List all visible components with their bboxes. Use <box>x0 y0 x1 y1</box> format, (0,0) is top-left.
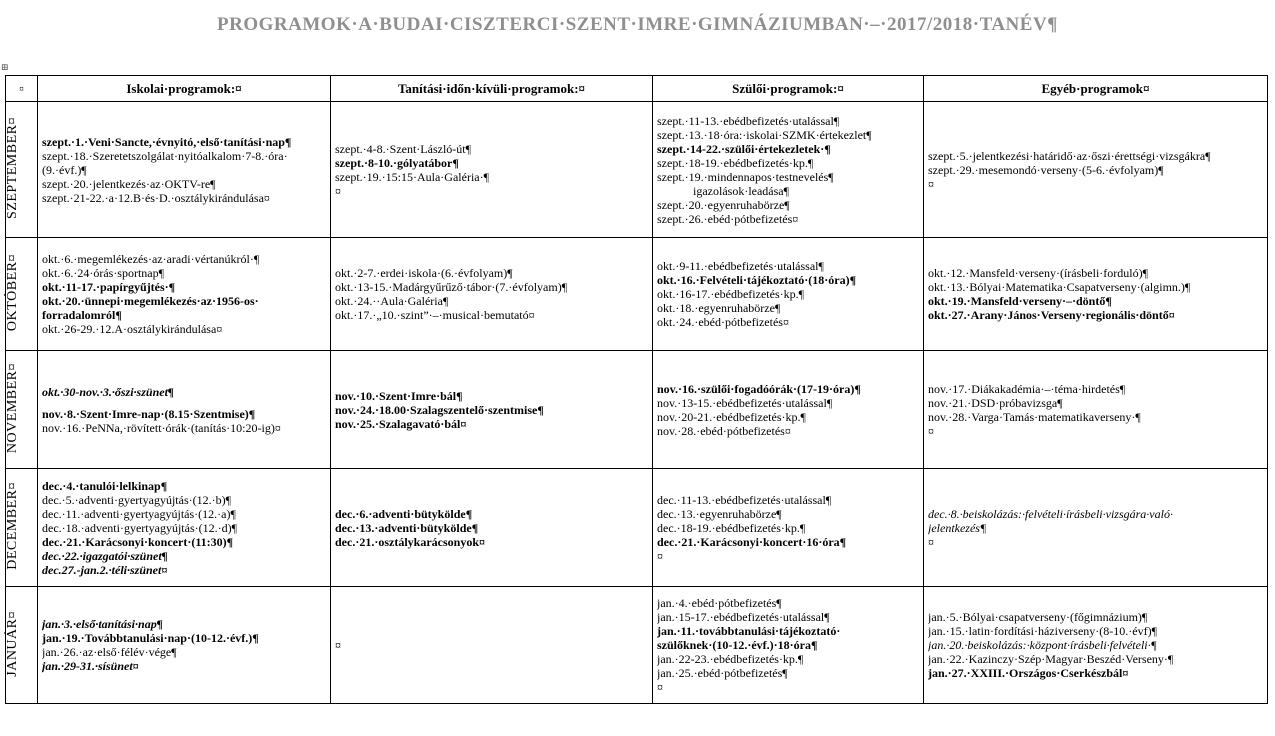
program-entry: dec.·5.·adventi·gyertyagyújtás·(12.·b)¶ <box>42 492 232 507</box>
program-entry: forradalomról¶ <box>42 308 122 322</box>
program-entry: okt.·6.·24·órás·sportnap¶ <box>42 266 165 280</box>
program-entry: okt.·26-29.·12.A·osztálykirándulása¤ <box>42 322 223 336</box>
program-table <box>5 75 1268 704</box>
program-entry: szept.·4-8.·Szent·László-út¶ <box>335 141 472 156</box>
program-entry: dec.·18-19.·ebédbefizetés·kp.¶ <box>657 520 806 535</box>
program-entry: dec.·18.·adventi·gyertyagyújtás·(12.·d)¶ <box>42 520 238 535</box>
program-entry: jan.·26.·az·első·félév·vége¶ <box>42 645 177 659</box>
program-entry: nov.·10.·Szent·Imre·bál¶ <box>335 388 463 403</box>
program-entry: szept.·21-22.·a·12.B·és·D.·osztálykirándulása¤ <box>42 190 270 205</box>
program-entry: szept.·8-10.·gólyatábor¶ <box>335 155 459 170</box>
month-cell <box>6 238 38 351</box>
program-entry: ¤ <box>657 548 663 563</box>
program-entry: szept.·11-13.·ebédbefizetés·utalással¶ <box>657 113 840 128</box>
header-extracurricular-programs: Tanítási·időn·kívüli·programok:¤ <box>331 76 653 102</box>
parent-programs-cell <box>653 102 924 238</box>
program-entry: nov.·16.·PeNNa,·rövített·órák·(tanítás·10:20-ig)¤ <box>42 420 281 435</box>
program-entry: dec.·8.·beiskolázás:·felvételi·írásbeli·vizsgára·való· <box>928 506 1173 521</box>
program-entry: ¤ <box>657 680 663 694</box>
program-entry: szülőknek·(10-12.·évf.)·18·óra¶ <box>657 638 818 652</box>
program-entry: szept.·18.·Szeretetszolgálat·nyitóalkalom·7-8.·óra· <box>42 148 288 163</box>
extracurricular-programs-cell <box>331 238 653 351</box>
month-row <box>6 351 1268 469</box>
program-entry: jan.·27.·XXIII.·Országos·Cserkészbál¤ <box>928 666 1129 680</box>
program-entry: nov.·13-15.·ebédbefizetés·utalással¶ <box>657 395 833 410</box>
program-entry: nov.·24.·18.00·Szalagszentelő·szentmise¶ <box>335 402 544 417</box>
extracurricular-programs-cell <box>331 587 653 704</box>
program-entry: jan.·25.·ebéd·pótbefizetés¶ <box>657 666 788 680</box>
school-programs-cell <box>38 351 331 469</box>
school-programs-cell <box>38 102 331 238</box>
parent-programs-cell <box>653 238 924 351</box>
other-programs-cell <box>924 351 1268 469</box>
program-entry: jan.·29-31.·sísünet¤ <box>42 659 139 673</box>
header-parent-programs: Szülői·programok:¤ <box>653 76 924 102</box>
month-cell <box>6 587 38 704</box>
program-entry: ¤ <box>928 176 934 191</box>
month-label: NOVEMBER¤ <box>5 362 20 454</box>
program-entry: igazolások·leadása¶ <box>693 183 790 198</box>
other-programs-cell <box>924 238 1268 351</box>
program-entry: okt.·20.·ünnepi·megemlékezés·az·1956-os· <box>42 294 259 308</box>
program-entry: dec.·13.·egyenruhabörze¶ <box>657 506 782 521</box>
program-entry: nov.·28.·ebéd·pótbefizetés¤ <box>657 423 791 438</box>
program-entry: jan.·22-23.·ebédbefizetés·kp.¶ <box>657 652 804 666</box>
program-entry: nov.·17.·Diákakadémia·–·téma·hirdetés¶ <box>928 381 1126 396</box>
program-entry: szept.·18-19.·ebédbefizetés·kp.¶ <box>657 155 814 170</box>
program-entry: nov.·8.·Szent·Imre-nap·(8.15·Szentmise)¶ <box>42 406 256 421</box>
month-row <box>6 587 1268 704</box>
extracurricular-programs-cell <box>331 102 653 238</box>
month-cell <box>6 469 38 587</box>
program-entry: dec.·21.·Karácsonyi·koncert·(11:30)¶ <box>42 534 234 549</box>
month-cell <box>6 102 38 238</box>
program-entry: nov.·21.·DSD·próbavizsga¶ <box>928 395 1063 410</box>
school-programs-cell <box>38 469 331 587</box>
program-entry: nov.·25.·Szalagavató·bál¤ <box>335 416 467 431</box>
program-entry: okt.·13-15.·Madárgyűrűző·tábor·(7.·évfolyam)¶ <box>335 280 568 294</box>
program-entry: jan.·4.·ebéd·pótbefizetés¶ <box>657 596 782 610</box>
program-entry: dec.·13.·adventi·bütykölde¶ <box>335 520 479 535</box>
program-entry: szept.·13.·18·óra:·iskolai·SZMK·értekezlet¶ <box>657 127 872 142</box>
program-entry: nov.·28.·Varga·Tamás·matematikaverseny·¶ <box>928 409 1141 424</box>
program-entry: jan.·15.·latin·fordítási·háziverseny·(8-10.·évf)¶ <box>928 624 1158 638</box>
program-entry: szept.·5.·jelentkezési·határidő·az·őszi·érettségi·vizsgákra¶ <box>928 148 1211 163</box>
program-entry: okt.·19.·Mansfeld·verseny·–·döntő¶ <box>928 294 1112 308</box>
other-programs-cell <box>924 102 1268 238</box>
program-entry: dec.·21.·Karácsonyi·koncert·16·óra¶ <box>657 534 847 549</box>
program-entry: okt.·16-17.·ebédbefizetés·kp.¶ <box>657 287 805 301</box>
program-entry: szept.·29.·mesemondó·verseny·(5-6.·évfolyam)¶ <box>928 162 1164 177</box>
month-row <box>6 238 1268 351</box>
header-school-programs: Iskolai·programok:¤ <box>38 76 331 102</box>
parent-programs-cell <box>653 351 924 469</box>
document-title: PROGRAMOK·A·BUDAI·CISZTERCI·SZENT·IMRE·GIMNÁZIUMBAN·–·2017/2018·TANÉV¶ <box>217 14 1058 35</box>
program-entry: dec.·21.·osztálykarácsonyok¤ <box>335 534 485 549</box>
school-programs-cell <box>38 238 331 351</box>
program-entry: szept.·20.·egyenruhabörze¶ <box>657 197 790 212</box>
program-entry: dec.27.-jan.2.·téli·szünet¤ <box>42 562 168 577</box>
program-entry: nov.·16.·szülői·fogadóórák·(17-19·óra)¶ <box>657 381 861 396</box>
program-entry: okt.·13.·Bólyai·Matematika·Csapatverseny·(algimn.)¶ <box>928 280 1191 294</box>
month-row <box>6 102 1268 238</box>
month-label: JANUÁR¤ <box>5 610 20 677</box>
program-entry: okt.·16.·Felvételi·tájékoztató·(18·óra)¶ <box>657 273 857 287</box>
extracurricular-programs-cell <box>331 469 653 587</box>
program-entry: jan.·22.·Kazinczy·Szép·Magyar·Beszéd·Verseny·¶ <box>928 652 1174 666</box>
program-entry: ¤ <box>335 183 341 198</box>
month-row <box>6 469 1268 587</box>
program-entry: szept.·1.·Veni·Sancte,·évnyitó,·első·tanítási·nap¶ <box>42 134 292 149</box>
program-entry: dec.·11.·adventi·gyertyagyújtás·(12.·a)¶ <box>42 506 236 521</box>
program-entry: okt.·12.·Mansfeld·verseny·(írásbeli·forduló)¶ <box>928 266 1149 280</box>
program-entry: dec.·11-13.·ebédbefizetés·utalással¶ <box>657 492 832 507</box>
program-entry: dec.·6.·adventi·bütykölde¶ <box>335 506 473 521</box>
program-entry: okt.·24.·ebéd·pótbefizetés¤ <box>657 315 789 329</box>
program-entry: jan.·3.·első·tanítási·nap¶ <box>42 617 163 631</box>
header-corner: ¤ <box>6 76 38 102</box>
program-entry: okt.·30-nov.·3.·őszi·szünet¶ <box>42 384 174 399</box>
program-entry: jan.·5.·Bólyai·csapatverseny·(főgimnázium)¶ <box>928 610 1148 624</box>
program-entry: szept.·19.·15:15·Aula·Galéria·¶ <box>335 169 490 184</box>
program-entry: okt.·17.·„10.·szint”·–·musical·bemutató¤ <box>335 308 535 322</box>
header-other-programs: Egyéb·programok¤ <box>924 76 1268 102</box>
parent-programs-cell <box>653 469 924 587</box>
program-entry: okt.·24.··Aula·Galéria¶ <box>335 294 449 308</box>
program-entry: ¤ <box>335 638 341 652</box>
program-entry: jelentkezés¶ <box>928 520 987 535</box>
program-entry: szept.·20.·jelentkezés·az·OKTV-re¶ <box>42 176 216 191</box>
program-entry: dec.·22.·igazgatói·szünet¶ <box>42 548 168 563</box>
program-entry: nov.·20-21.·ebédbefizetés·kp.¶ <box>657 409 806 424</box>
program-entry: jan.·11.·továbbtanulási·tájékoztató· <box>657 624 841 638</box>
other-programs-cell <box>924 587 1268 704</box>
program-entry: szept.·14-22.·szülői·értekezletek·¶ <box>657 141 831 156</box>
line-spacer <box>42 399 326 407</box>
program-entry: okt.·27.·Arany·János·Verseny·regionális·döntő¤ <box>928 308 1175 322</box>
month-label: SZEPTEMBER¤ <box>5 117 20 219</box>
program-entry: (9.·évf.)¶ <box>42 162 87 177</box>
program-entry: okt.·9-11.·ebédbefizetés·utalással¶ <box>657 259 824 273</box>
program-entry: dec.·4.·tanulói·lelkinap¶ <box>42 478 168 493</box>
other-programs-cell <box>924 469 1268 587</box>
program-entry: okt.·11-17.·papírgyűjtés·¶ <box>42 280 176 294</box>
parent-programs-cell <box>653 587 924 704</box>
month-cell <box>6 351 38 469</box>
header-row <box>6 76 1268 102</box>
month-label: DECEMBER¤ <box>5 482 20 570</box>
month-label: OKTÓBER¤ <box>5 253 20 332</box>
program-entry: ¤ <box>928 534 934 549</box>
school-programs-cell <box>38 587 331 704</box>
program-entry: okt.·2-7.·erdei·iskola·(6.·évfolyam)¶ <box>335 266 513 280</box>
table-anchor-icon: ⊞ <box>1 62 9 72</box>
program-entry: ¤ <box>928 423 934 438</box>
program-entry: jan.·19.·Továbbtanulási·nap·(10-12.·évf.)¶ <box>42 631 259 645</box>
program-entry: szept.·26.·ebéd·pótbefizetés¤ <box>657 211 799 226</box>
program-entry: okt.·18.·egyenruhabörze¶ <box>657 301 781 315</box>
program-entry: szept.·19.·mindennapos·testnevelés¶ <box>657 169 834 184</box>
program-entry: jan.·15-17.·ebédbefizetés·utalással¶ <box>657 610 830 624</box>
program-entry: okt.·6.·megemlékezés·az·aradi·vértanúkról·¶ <box>42 252 260 266</box>
program-entry: jan.·20.·beiskolázás:·központ·írásbeli·felvételi·¶ <box>928 638 1157 652</box>
extracurricular-programs-cell <box>331 351 653 469</box>
